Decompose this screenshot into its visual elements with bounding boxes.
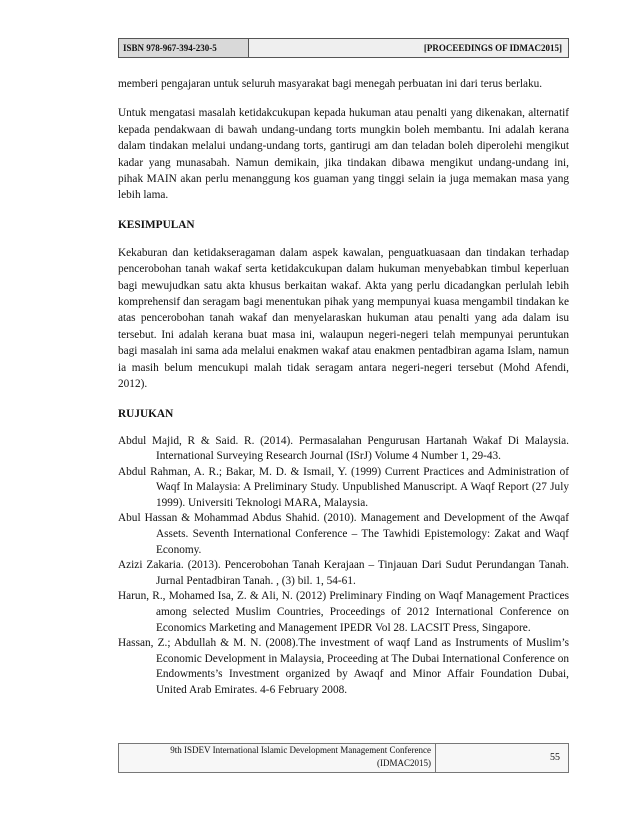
heading-kesimpulan: KESIMPULAN	[118, 218, 195, 231]
conference-line-2: (IDMAC2015)	[377, 758, 431, 768]
proceedings-label: [PROCEEDINGS OF IDMAC2015]	[423, 43, 562, 53]
reference-item: Abdul Rahman, A. R.; Bakar, M. D. & Ismail, Y. (1999) Current Practices and Administration of Waqf In Malaysia: A Preliminary Study. Unpublished Manuscript. A Waqf Report (27 July 1999). Universiti Teknologi MARA, Malaysia.	[118, 465, 569, 509]
page-header	[118, 38, 569, 58]
isbn-label: ISBN 978-967-394-230-5	[119, 39, 249, 57]
reference-list	[118, 434, 569, 699]
reference-item: Hassan, Z.; Abdullah & M. N. (2008).The investment of waqf Land as Instruments of Muslim’s Economic Development in Malaysia, Proceeding at The Dubai International Conference on Endowments’s Investment organized by Awaqf and Minor Affair Foundation Dubai, United Arab Emirates. 4-6 February 2008.	[118, 637, 569, 696]
page-number: 55	[550, 752, 560, 763]
paragraph-continuation: memberi pengajaran untuk seluruh masyarakat bagi menegah perbuatan ini dari terus berlaku.	[118, 78, 543, 90]
reference-item: Abdul Majid, R & Said. R. (2014). Permasalahan Pengurusan Hartanah Wakaf Di Malaysia. International Surveying Research Journal (ISrJ) Volume 4 Number 1, 29-43.	[118, 434, 569, 463]
conference-line-1: 9th ISDEV International Islamic Development Management Conference	[170, 745, 431, 755]
reference-item: Harun, R., Mohamed Isa, Z. & Ali, N. (2012) Preliminary Finding on Waqf Management Practices among selected Muslim Countries, Proceedings of 2012 International Conference on Economics Marketing and Management IPEDR Vol 28. LACSIT Press, Singapore.	[118, 590, 569, 634]
heading-rujukan: RUJUKAN	[118, 407, 174, 420]
conference-name	[119, 744, 436, 772]
reference-item: Azizi Zakaria. (2013). Pencerobohan Tanah Kerajaan – Tinjauan Dari Sudut Perundangan Tanah. Jurnal Pentadbiran Tanah. , (3) bil. 1, 54-61.	[118, 559, 569, 587]
paragraph-torts: Untuk mengatasi masalah ketidakcukupan kepada hukuman atau penalti yang dikenakan, alternatif kepada pendakwaan di bawah undang-undang torts mungkin boleh membantu. Ini adalah kerana dalam tindakan melalui undang-undang torts, gantirugi am dan teladan boleh diperolehi mengikut kadar yang munasabah. Namun demikain, jika tindakan dibawa mengikut undang-undang ini, pihak MAIN akan perlu menanggung kos guaman yang tinggi selain ia juga memakan masa yang lebih lama.	[118, 107, 569, 202]
page-footer	[118, 743, 569, 773]
reference-item: Abul Hassan & Mohammad Abdus Shahid. (2010). Management and Development of the Awqaf Assets. Seventh International Conference – The Tawhidi Epistemology: Zakat and Waqf Economy.	[118, 512, 569, 556]
page-content	[118, 76, 569, 699]
paragraph-kesimpulan: Kekaburan dan ketidakseragaman dalam aspek kawalan, penguatkuasaan dan tindakan terhadap pencerobohan tanah wakaf serta ketidakcukupan dalam hukuman menyebabkan timbul keperluan bagi mewujudkan satu akta khusus berkaitan wakaf. Akta yang perlu dicadangkan perlulah lebih komprehensif dan seragam bagi menentukan pihak yang mempunyai kuasa mengambil tindakan ke atas pencerobohan tanah wakaf dan menyelaraskan hukuman atau penalti yang ada dalam isu tersebut. Ini adalah kerana buat masa ini, walaupun negeri-negeri telah mempunyai peruntukan bagi masalah ini sama ada melalui enakmen wakaf atau enakmen pentadbiran agama Islam, namun ia masih belum mencukupi malah tidak seragam antara negeri-negeri tersebut (Mohd Afendi, 2012).	[118, 246, 569, 391]
